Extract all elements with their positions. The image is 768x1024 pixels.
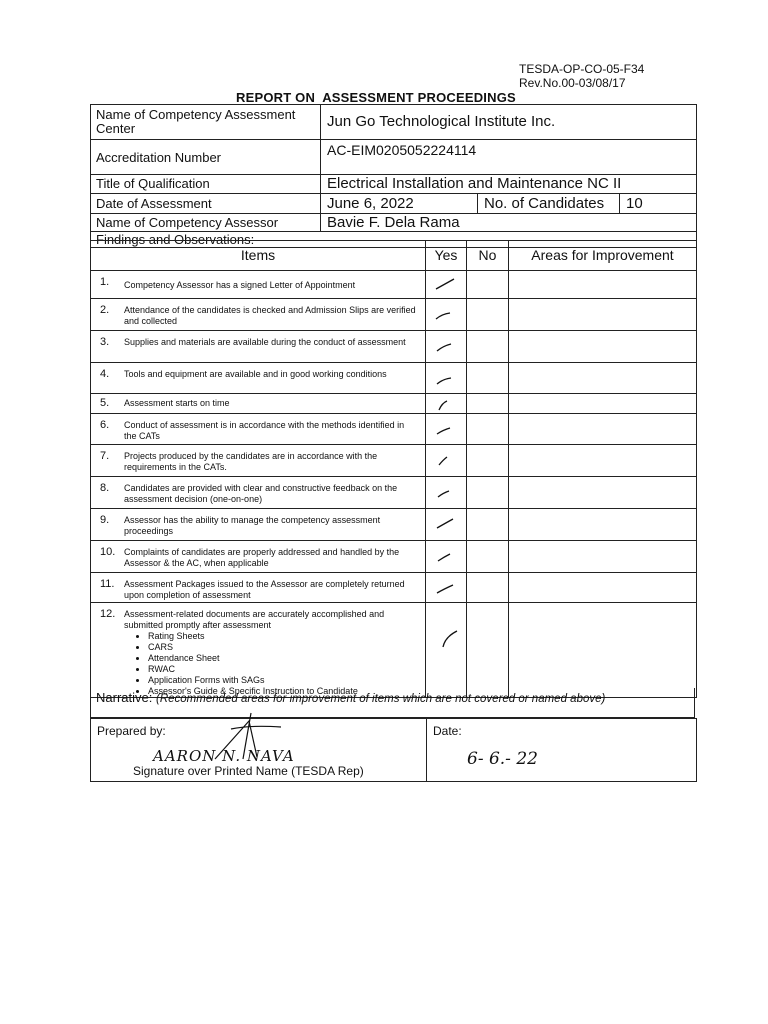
checkmark-icon bbox=[434, 309, 456, 323]
narrative-note: (Recommended areas for improvement of items which are not covered or named above) bbox=[155, 693, 606, 705]
list-item: • Application Forms with SAGs bbox=[148, 675, 419, 686]
qualification-label: Title of Qualification bbox=[91, 175, 321, 193]
items-table bbox=[90, 240, 697, 698]
item-number: 6. bbox=[100, 419, 110, 431]
item-row bbox=[91, 572, 696, 602]
item-row bbox=[91, 540, 696, 572]
item-text: Assessment Packages issued to the Assessor are completely returned upon completion of assessment bbox=[124, 579, 405, 600]
checkmark-icon bbox=[434, 582, 456, 596]
assessor-row bbox=[91, 214, 696, 232]
checkmark-icon bbox=[434, 341, 456, 355]
item-text: Assessment-related documents are accurately accomplished and submitted promptly after assessment bbox=[124, 609, 385, 630]
checkmark-icon bbox=[440, 629, 462, 649]
item-text: Supplies and materials are available during the conduct of assessment bbox=[124, 337, 406, 347]
item-text: Assessment starts on time bbox=[124, 398, 230, 408]
list-item: • RWAC bbox=[148, 664, 419, 675]
findings-label: Findings and Observations: bbox=[96, 232, 255, 247]
accreditation-row bbox=[91, 140, 696, 175]
item-text-block bbox=[124, 609, 419, 697]
date-row bbox=[91, 194, 696, 214]
item-number: 7. bbox=[100, 450, 110, 462]
form-code: TESDA-OP-CO-05-F34 bbox=[519, 62, 645, 76]
item-row bbox=[91, 330, 696, 362]
item-row bbox=[91, 444, 696, 476]
qualification-row bbox=[91, 175, 696, 194]
narrative-label: Narrative: bbox=[96, 690, 153, 705]
date-label-bottom: Date: bbox=[433, 724, 462, 738]
date-handwritten: 6- 6.- 22 bbox=[467, 749, 538, 769]
checkmark-icon bbox=[434, 375, 456, 389]
item-text: Attendance of the candidates is checked and Admission Slips are verified and collected bbox=[124, 305, 416, 326]
item-number: 8. bbox=[100, 482, 110, 494]
assessor-value: Bavie F. Dela Rama bbox=[327, 214, 460, 231]
item-text: Tools and equipment are available and in good working conditions bbox=[124, 369, 387, 379]
signature-row bbox=[90, 718, 697, 782]
header-table bbox=[90, 104, 697, 248]
item-number: 9. bbox=[100, 514, 110, 526]
candidates-value: 10 bbox=[626, 195, 643, 212]
item-row bbox=[91, 476, 696, 508]
item-number: 4. bbox=[100, 368, 110, 380]
checkmark-icon bbox=[434, 487, 456, 501]
list-item: • Attendance Sheet bbox=[148, 653, 419, 664]
item-row bbox=[91, 270, 696, 298]
list-item: • Rating Sheets bbox=[148, 631, 419, 642]
signature-caption: Signature over Printed Name (TESDA Rep) bbox=[133, 764, 364, 778]
checkmark-icon bbox=[434, 398, 456, 412]
prepared-by-cell bbox=[91, 719, 427, 781]
item-text: Complaints of candidates are properly addressed and handled by the Assessor & the AC, when applicable bbox=[124, 547, 400, 568]
item-text: Competency Assessor has a signed Letter of Appointment bbox=[124, 280, 356, 290]
date-label: Date of Assessment bbox=[91, 194, 321, 213]
checkmark-icon bbox=[434, 277, 456, 291]
checkmark-icon bbox=[434, 454, 456, 468]
date-cell bbox=[427, 719, 696, 781]
checkmark-icon bbox=[434, 424, 456, 438]
item-row bbox=[91, 413, 696, 444]
no-column-header: No bbox=[467, 241, 509, 270]
item-number: 3. bbox=[100, 336, 110, 348]
qualification-value: Electrical Installation and Maintenance NC II bbox=[327, 175, 622, 192]
item-number: 10. bbox=[100, 546, 116, 558]
items-column-header: Items bbox=[91, 241, 426, 270]
candidates-label: No. of Candidates bbox=[478, 194, 620, 213]
item-number: 5. bbox=[100, 397, 110, 409]
item-text: Assessor has the ability to manage the competency assessment proceedings bbox=[124, 515, 381, 536]
center-label: Name of Competency Assessment Center bbox=[91, 105, 321, 139]
item-text: Conduct of assessment is in accordance with the methods identified in the CATs bbox=[124, 420, 405, 441]
center-row bbox=[91, 105, 696, 140]
checkmark-icon bbox=[434, 551, 456, 565]
assessor-label: Name of Competency Assessor bbox=[91, 214, 321, 231]
item-number: 2. bbox=[100, 304, 110, 316]
checkmark-icon bbox=[434, 517, 456, 531]
item-row bbox=[91, 393, 696, 413]
item-row bbox=[91, 298, 696, 330]
item-number: 11. bbox=[100, 578, 115, 590]
prepared-by-label: Prepared by: bbox=[97, 724, 166, 738]
item-row bbox=[91, 508, 696, 540]
item-row bbox=[91, 362, 696, 393]
list-item: • CARS bbox=[148, 642, 419, 653]
item-text: Candidates are provided with clear and constructive feedback on the assessment decision (one-on-one) bbox=[124, 483, 398, 504]
item-text: Projects produced by the candidates are in accordance with the requirements in the CATs. bbox=[124, 451, 378, 472]
document-title: REPORT ON ASSESSMENT PROCEEDINGS bbox=[236, 90, 516, 105]
center-value: Jun Go Technological Institute Inc. bbox=[327, 113, 556, 130]
accreditation-value: AC-EIM0205052224114 bbox=[327, 142, 477, 158]
accreditation-label: Accreditation Number bbox=[91, 140, 321, 174]
item-number: 12. bbox=[100, 608, 116, 620]
list-item: • Assessor's Guide & Specific Instruction to Candidate bbox=[148, 686, 419, 697]
signature-name: AARON N. NAVA bbox=[153, 747, 295, 765]
items-header-row bbox=[91, 240, 696, 270]
item-number: 1. bbox=[100, 276, 110, 288]
item-row bbox=[91, 602, 696, 697]
improvement-column-header: Areas for Improvement bbox=[531, 247, 674, 263]
revision-number: Rev.No.00-03/08/17 bbox=[519, 76, 626, 90]
yes-column-header: Yes bbox=[426, 241, 467, 270]
date-value: June 6, 2022 bbox=[321, 194, 478, 213]
form-code-block bbox=[519, 62, 644, 90]
